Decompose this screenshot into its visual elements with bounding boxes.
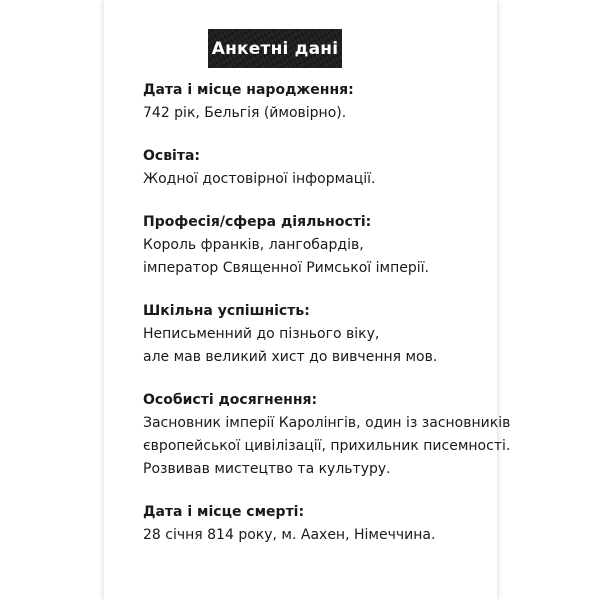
profile-content xyxy=(143,79,511,567)
section-education xyxy=(143,145,488,191)
section-text: європейської цивілізації, прихильник писемності. xyxy=(143,438,511,454)
document-page xyxy=(104,0,511,600)
section-label: Освіта: xyxy=(143,148,201,164)
page-title: Анкетні дані xyxy=(211,38,339,59)
section-text: Розвивав мистецтво та культуру. xyxy=(143,461,391,477)
section-achievements xyxy=(143,389,511,481)
section-label: Особисті досягнення: xyxy=(143,392,318,408)
section-school-performance xyxy=(143,300,488,369)
section-label: Шкільна успішність: xyxy=(143,303,310,319)
section-text: Неписьменний до пізнього віку, xyxy=(143,326,380,342)
title-banner xyxy=(208,29,342,68)
section-text: Засновник імперії Каролінгів, один із засновників xyxy=(143,415,511,431)
section-text: 742 рік, Бельгія (ймовірно). xyxy=(143,105,347,121)
section-text: імператор Священної Римської імперії. xyxy=(143,260,429,276)
section-label: Дата і місце народження: xyxy=(143,82,354,98)
section-death xyxy=(143,501,488,547)
section-label: Дата і місце смерті: xyxy=(143,504,305,520)
section-text: Жодної достовірної інформації. xyxy=(143,171,376,187)
section-profession xyxy=(143,211,488,280)
section-birth xyxy=(143,79,488,125)
section-text: 28 січня 814 року, м. Аахен, Німеччина. xyxy=(143,527,436,543)
section-text: Король франків, лангобардів, xyxy=(143,237,364,253)
section-label: Професія/сфера діяльності: xyxy=(143,214,372,230)
section-text: але мав великий хист до вивчення мов. xyxy=(143,349,438,365)
